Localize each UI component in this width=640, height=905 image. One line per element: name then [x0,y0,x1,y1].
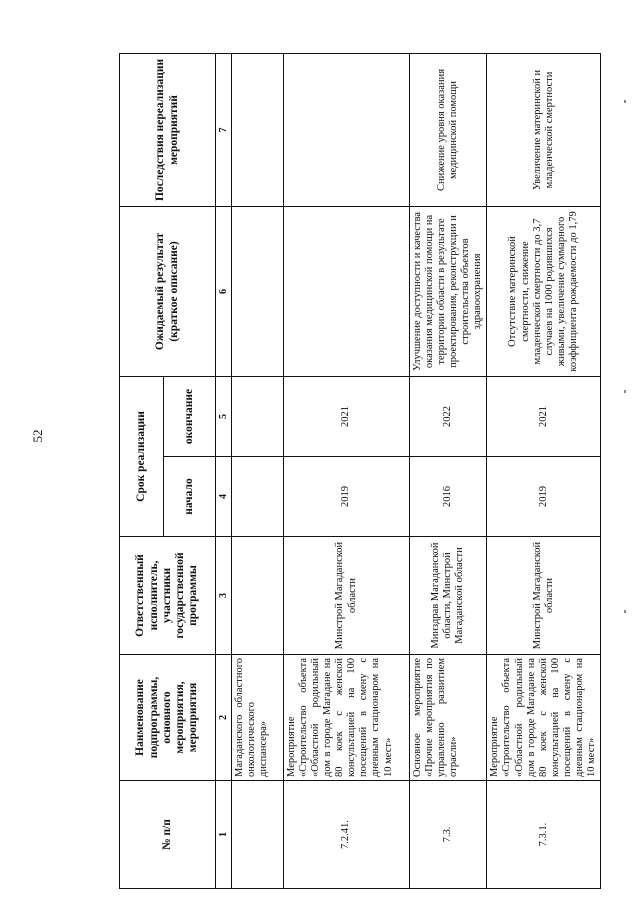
cell-name: Магаданского областного онкологического диспансера» [232,655,284,781]
index-cell: 5 [216,376,232,456]
cell-start: 2019 [284,457,410,537]
cell-consequences [232,53,284,206]
cell-executor: Минздрав Магаданской области, Минстрой Магаданской области [410,537,487,655]
cell-start: 2019 [487,457,601,537]
header-num: № п/п [120,781,216,889]
page-number: 52 [30,429,45,443]
cell-consequences: Увеличение материнской и младенческой смертности [487,53,601,206]
header-result: Ожидаемый результат (краткое описание) [120,206,216,376]
cell-executor: Минстрой Магаданской области [284,537,410,655]
cell-name: Основное мероприятие «Прочие мероприятия по управлению развитием отрасли» [410,655,487,781]
cell-result: Отсутствие материнской смертности, снижение младенческой смертности до 3,7 случаев на 1000 родившихся живыми, увеличение суммарного коэффициента рождаемости до 1,79 [487,206,601,376]
header-consequences: Последствия нереализации мероприятий [120,53,216,206]
cell-executor: Минстрой Магаданской области [487,537,601,655]
index-cell: 4 [216,457,232,537]
header-executor: Ответственный исполнитель, участники государственной программы [120,537,216,655]
index-row [216,53,232,888]
table-row [232,53,284,888]
cell-num: 7.2.41. [284,781,410,889]
index-cell: 3 [216,537,232,655]
header-end: окончание [164,376,216,456]
cell-name: Мероприятие «Строительство объекта «Областной родильный дом в городе Магадане на 80 коек с женской консультацией на 100 посещений в смену с дневным стационаром на 10 мест» [284,655,410,781]
cell-result [284,206,410,376]
cell-start: 2016 [410,457,487,537]
cell-end: 2021 [284,376,410,456]
cell-end [232,376,284,456]
index-cell: 2 [216,655,232,781]
cell-executor [232,537,284,655]
cell-num [232,781,284,889]
rotated-table-container [119,54,597,889]
measures-table [119,53,601,889]
table-row [410,53,487,888]
scan-edge-mark [624,610,626,613]
index-cell: 6 [216,206,232,376]
index-cell: 7 [216,53,232,206]
cell-name: Мероприятие «Строительство объекта «Областной родильный дом в городе Магадане на 80 коек с женской консультацией на 100 посещений в смену с дневным стационаром на 10 мест» [487,655,601,781]
cell-end: 2022 [410,376,487,456]
table-row [487,53,601,888]
table-row [284,53,410,888]
header-start: начало [164,457,216,537]
header-term: Срок реализации [120,376,164,536]
cell-consequences: Снижение уровня оказания медицинской помощи [410,53,487,206]
cell-end: 2021 [487,376,601,456]
scan-edge-mark [624,100,626,103]
header-row-1 [120,53,164,888]
cell-num: 7.3.1. [487,781,601,889]
header-name: Наименование подпрограммы, основного мероприятия, мероприятия [120,655,216,781]
cell-result: Улучшение доступности и качества оказания медицинской помощи на территории области в результате проектирования, реконструкции и строительства объектов здравоохранения [410,206,487,376]
cell-start [232,457,284,537]
cell-num: 7.3. [410,781,487,889]
index-cell: 1 [216,781,232,889]
scan-edge-mark [624,390,626,393]
cell-result [232,206,284,376]
cell-consequences [284,53,410,206]
